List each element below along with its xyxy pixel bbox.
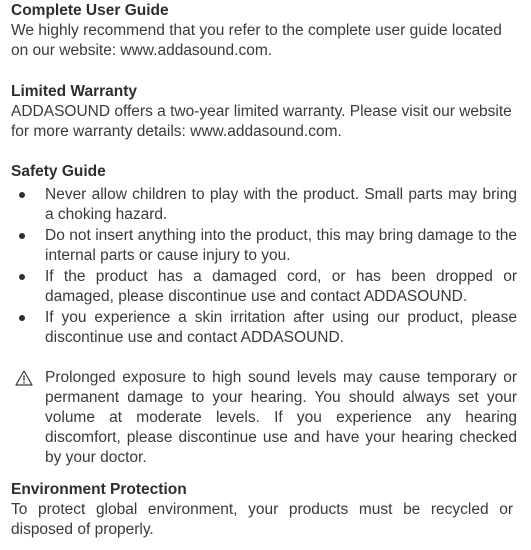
warning-triangle-icon xyxy=(15,370,33,386)
bullet-icon xyxy=(19,274,25,280)
safety-guide-section xyxy=(11,162,517,348)
list-item-text: Never allow children to play with the product. Small parts may bring a choking hazard. xyxy=(45,186,517,223)
bullet-icon xyxy=(19,192,25,198)
bullet-icon xyxy=(19,233,25,239)
safety-guide-list xyxy=(11,185,517,348)
list-item xyxy=(11,308,517,348)
limited-warranty-text: ADDASOUND offers a two-year limited warranty. Please visit our website for more warranty details: www.addasound.com. xyxy=(11,103,512,140)
hearing-warning xyxy=(11,368,517,468)
environment-protection-text: To protect global environment, your products must be recycled or disposed of properly. xyxy=(11,501,513,538)
environment-protection-heading: Environment Protection xyxy=(11,481,187,498)
bullet-icon xyxy=(19,315,25,321)
limited-warranty-section xyxy=(11,82,517,142)
environment-protection-section xyxy=(11,480,513,540)
list-item xyxy=(11,267,517,307)
list-item-text: Do not insert anything into the product, this may bring damage to the internal parts or cause injury to you. xyxy=(45,227,517,264)
hearing-warning-text: Prolonged exposure to high sound levels may cause temporary or permanent damage to your hearing. You should always set your volume at moderate levels. If you experience any hearing discomfort, please discontinue use and have your hearing checked by your doctor. xyxy=(45,369,517,466)
list-item-text: If the product has a damaged cord, or has been dropped or damaged, please discontinue use and contact ADDASOUND. xyxy=(45,268,517,305)
complete-user-guide-heading: Complete User Guide xyxy=(11,2,169,19)
list-item-text: If you experience a skin irritation after using our product, please discontinue use and contact ADDASOUND. xyxy=(45,309,517,346)
list-item xyxy=(11,185,517,225)
complete-user-guide-text: We highly recommend that you refer to the complete user guide located on our website: www.addasound.com. xyxy=(11,22,502,59)
safety-guide-heading: Safety Guide xyxy=(11,163,106,180)
list-item xyxy=(11,226,517,266)
limited-warranty-heading: Limited Warranty xyxy=(11,83,138,100)
complete-user-guide-section xyxy=(11,1,517,61)
